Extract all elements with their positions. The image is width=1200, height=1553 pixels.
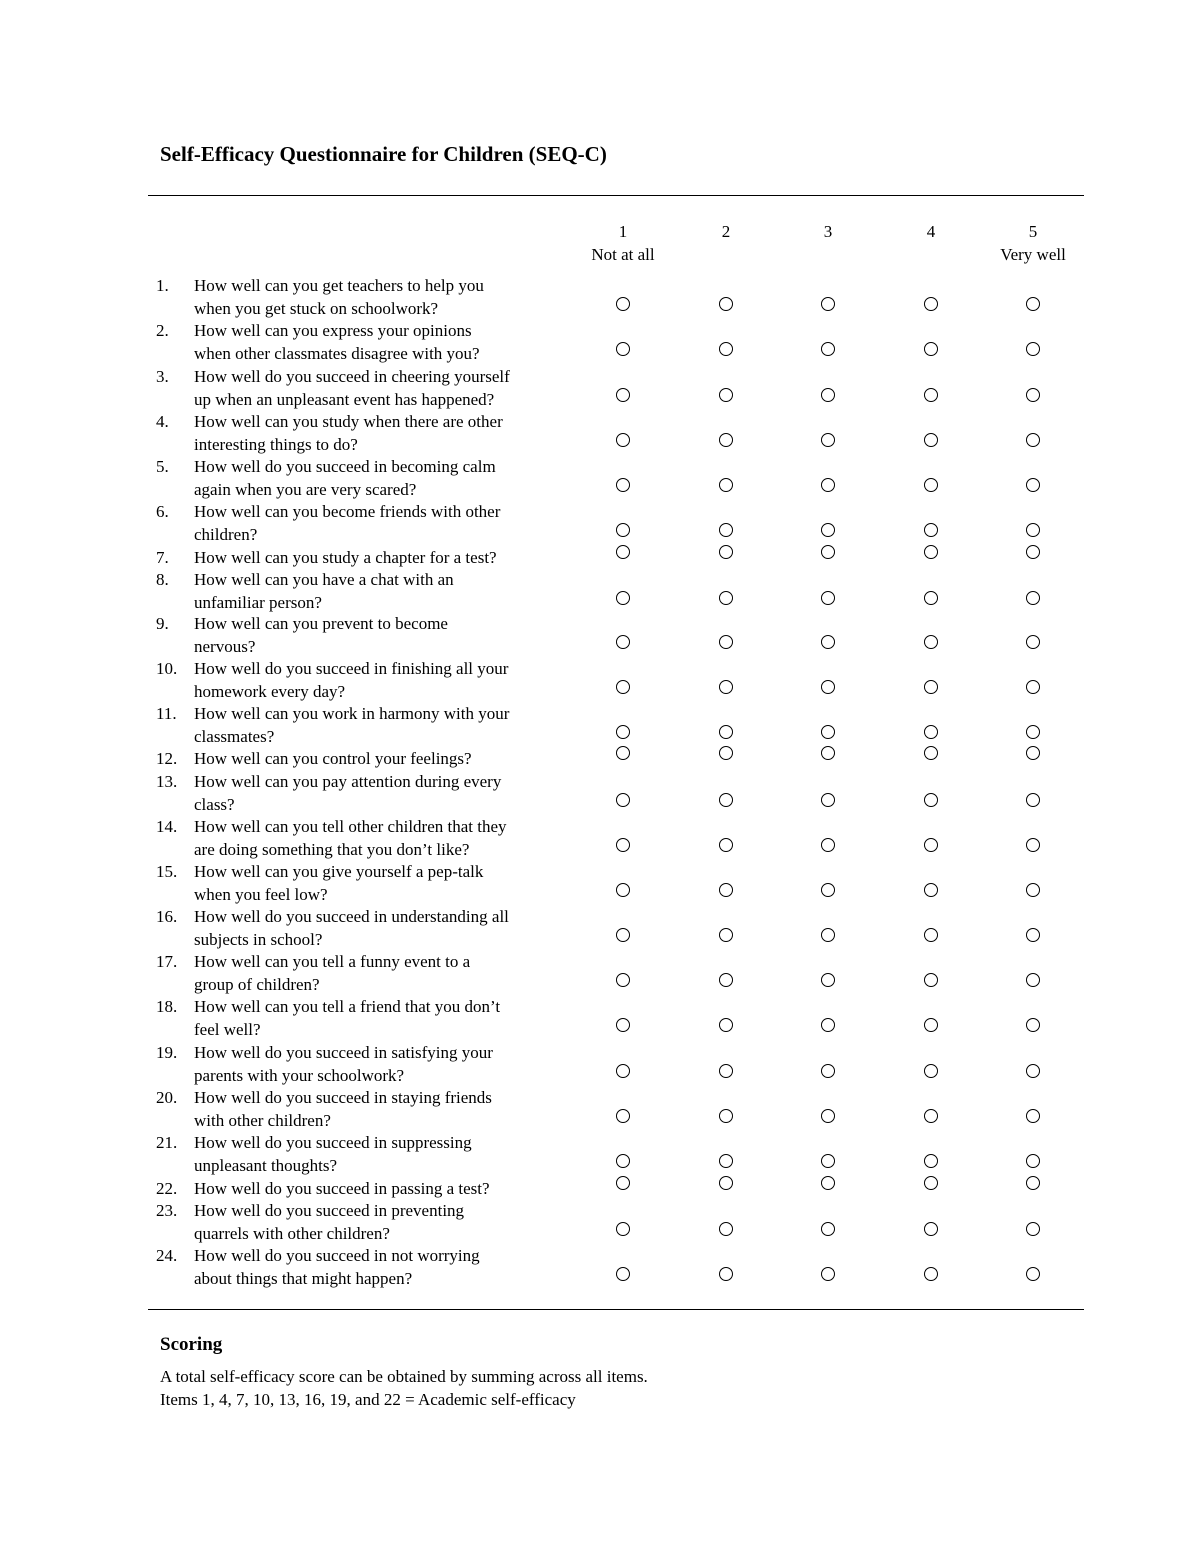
rating-radio-q22-2[interactable] [719,1176,733,1190]
question-item [156,657,576,703]
question-text-line: classmates? [194,727,275,746]
rating-radio-q18-3[interactable] [821,1018,835,1032]
rating-radio-q12-5[interactable] [1026,746,1040,760]
question-number: 2. [156,321,169,340]
question-number: 11. [156,704,177,723]
question-number: 21. [156,1133,178,1152]
rating-radio-q4-1[interactable] [616,433,630,447]
rating-radio-q18-2[interactable] [719,1018,733,1032]
rating-radio-q6-3[interactable] [821,523,835,537]
page-title: Self-Efficacy Questionnaire for Children (SEQ-C) [160,142,607,166]
rating-radio-q23-5[interactable] [1026,1222,1040,1236]
rating-radio-q5-1[interactable] [616,478,630,492]
rating-radio-q7-3[interactable] [821,545,835,559]
rating-radio-q15-1[interactable] [616,883,630,897]
rating-radio-q5-2[interactable] [719,478,733,492]
rating-radio-q11-4[interactable] [924,725,938,739]
question-text-line: How well can you have a chat with an [194,570,454,589]
rating-radio-q11-1[interactable] [616,725,630,739]
question-item [156,455,576,501]
scale-number: 1 [618,222,628,241]
rating-radio-q5-4[interactable] [924,478,938,492]
question-number: 6. [156,502,169,521]
rating-radio-q19-4[interactable] [924,1064,938,1078]
rating-radio-q24-2[interactable] [719,1267,733,1281]
question-text-line: about things that might happen? [194,1269,413,1288]
question-text-line: unpleasant thoughts? [194,1156,338,1175]
rating-radio-q6-1[interactable] [616,523,630,537]
rating-radio-q17-4[interactable] [924,973,938,987]
rating-radio-q8-1[interactable] [616,591,630,605]
rating-radio-q19-3[interactable] [821,1064,835,1078]
scale-label: Very well [1000,245,1066,264]
question-text-line: How well can you become friends with other [194,502,501,521]
rating-radio-q21-5[interactable] [1026,1154,1040,1168]
question-number: 7. [156,548,169,567]
rating-radio-q24-1[interactable] [616,1267,630,1281]
rating-radio-q20-3[interactable] [821,1109,835,1123]
question-text-line: subjects in school? [194,930,323,949]
question-text-line: How well can you prevent to become [194,614,448,633]
question-text-line: group of children? [194,975,320,994]
rating-radio-q9-1[interactable] [616,635,630,649]
rating-radio-q15-2[interactable] [719,883,733,897]
rating-radio-q24-4[interactable] [924,1267,938,1281]
rating-radio-q10-5[interactable] [1026,680,1040,694]
question-text-line: How well can you work in harmony with your [194,704,510,723]
question-item [156,319,576,365]
rating-radio-q6-2[interactable] [719,523,733,537]
rating-radio-q9-3[interactable] [821,635,835,649]
question-text [194,1244,576,1290]
question-item [156,815,576,861]
question-text-line: How well do you succeed in preventing [194,1201,465,1220]
rating-radio-q20-5[interactable] [1026,1109,1040,1123]
rating-radio-q1-1[interactable] [616,297,630,311]
rating-radio-q13-5[interactable] [1026,793,1040,807]
rating-radio-q4-2[interactable] [719,433,733,447]
rating-radio-q11-3[interactable] [821,725,835,739]
question-text-line: How well do you succeed in finishing all your [194,659,509,678]
rating-radio-q9-2[interactable] [719,635,733,649]
rating-radio-q1-5[interactable] [1026,297,1040,311]
scale-number: 5 [1028,222,1038,241]
question-text-line: How well can you tell a funny event to a [194,952,471,971]
question-item [156,612,576,658]
question-text [194,455,576,501]
rating-radio-q12-4[interactable] [924,746,938,760]
rating-radio-q21-4[interactable] [924,1154,938,1168]
question-text-line: How well do you succeed in passing a test? [194,1179,490,1198]
question-text [194,770,576,816]
question-text [194,702,576,748]
scale-label: Not at all [591,245,655,264]
question-item [156,500,576,546]
question-text [194,1199,576,1245]
question-item [156,365,576,411]
question-text-line: How well can you study when there are other [194,412,503,431]
rating-radio-q23-3[interactable] [821,1222,835,1236]
rating-radio-q14-4[interactable] [924,838,938,852]
question-number: 23. [156,1201,178,1220]
question-number: 16. [156,907,178,926]
question-text [194,815,576,861]
question-text-line: How well do you succeed in satisfying your [194,1043,493,1062]
rating-radio-q15-5[interactable] [1026,883,1040,897]
rating-radio-q7-4[interactable] [924,545,938,559]
rating-radio-q5-5[interactable] [1026,478,1040,492]
rating-radio-q13-1[interactable] [616,793,630,807]
rating-radio-q16-5[interactable] [1026,928,1040,942]
question-item [156,702,576,748]
rating-radio-q23-2[interactable] [719,1222,733,1236]
question-text-line: homework every day? [194,682,346,701]
rating-radio-q16-1[interactable] [616,928,630,942]
question-text-line: How well can you express your opinions [194,321,472,340]
question-number: 9. [156,614,169,633]
rating-radio-q21-2[interactable] [719,1154,733,1168]
rating-radio-q16-2[interactable] [719,928,733,942]
rating-radio-q17-1[interactable] [616,973,630,987]
question-text [194,410,576,456]
question-text [194,500,576,546]
top-rule [148,195,1084,196]
bottom-rule [148,1309,1084,1310]
question-text-line: How well can you study a chapter for a test? [194,548,497,567]
rating-radio-q23-1[interactable] [616,1222,630,1236]
rating-radio-q14-3[interactable] [821,838,835,852]
rating-radio-q20-1[interactable] [616,1109,630,1123]
question-number: 15. [156,862,178,881]
rating-radio-q10-3[interactable] [821,680,835,694]
question-text-line: when you get stuck on schoolwork? [194,299,439,318]
rating-radio-q5-3[interactable] [821,478,835,492]
rating-radio-q19-2[interactable] [719,1064,733,1078]
rating-radio-q19-1[interactable] [616,1064,630,1078]
rating-radio-q4-5[interactable] [1026,433,1040,447]
rating-radio-q12-2[interactable] [719,746,733,760]
rating-radio-q4-3[interactable] [821,433,835,447]
question-text [194,860,576,906]
question-text [194,365,576,411]
rating-radio-q14-2[interactable] [719,838,733,852]
question-item [156,1086,576,1132]
question-text-line: up when an unpleasant event has happened? [194,390,495,409]
question-number: 12. [156,749,178,768]
rating-radio-q2-4[interactable] [924,342,938,356]
question-text-line: nervous? [194,637,256,656]
question-number: 20. [156,1088,178,1107]
rating-radio-q1-4[interactable] [924,297,938,311]
question-text [194,747,576,770]
rating-radio-q14-5[interactable] [1026,838,1040,852]
question-number: 8. [156,570,169,589]
rating-radio-q3-3[interactable] [821,388,835,402]
rating-radio-q11-5[interactable] [1026,725,1040,739]
question-text-line: with other children? [194,1111,331,1130]
question-text-line: feel well? [194,1020,261,1039]
question-text-line: children? [194,525,258,544]
question-text [194,950,576,996]
question-item [156,1041,576,1087]
question-text-line: How well can you tell a friend that you don’t [194,997,501,1016]
rating-radio-q19-5[interactable] [1026,1064,1040,1078]
question-number: 24. [156,1246,178,1265]
question-item [156,770,576,816]
rating-radio-q6-5[interactable] [1026,523,1040,537]
rating-radio-q2-1[interactable] [616,342,630,356]
question-item [156,410,576,456]
rating-radio-q24-5[interactable] [1026,1267,1040,1281]
scale-column-1 [563,220,683,266]
question-text-line: How well do you succeed in staying friends [194,1088,492,1107]
question-text [194,546,576,569]
rating-radio-q13-3[interactable] [821,793,835,807]
scale-column-5 [973,220,1093,266]
question-text-line: quarrels with other children? [194,1224,390,1243]
question-number: 3. [156,367,169,386]
rating-radio-q22-5[interactable] [1026,1176,1040,1190]
rating-radio-q10-1[interactable] [616,680,630,694]
question-item [156,905,576,951]
rating-radio-q1-3[interactable] [821,297,835,311]
question-text-line: How well do you succeed in not worrying [194,1246,480,1265]
question-text [194,1177,576,1200]
rating-radio-q3-1[interactable] [616,388,630,402]
scale-label [768,243,888,266]
question-text-line: How well can you tell other children that they [194,817,507,836]
rating-radio-q8-5[interactable] [1026,591,1040,605]
question-number: 17. [156,952,178,971]
scale-number: 3 [823,222,833,241]
rating-radio-q4-4[interactable] [924,433,938,447]
rating-radio-q13-2[interactable] [719,793,733,807]
rating-radio-q24-3[interactable] [821,1267,835,1281]
question-text [194,612,576,658]
question-text [194,657,576,703]
question-text [194,274,576,320]
rating-radio-q15-3[interactable] [821,883,835,897]
scoring-note-1: A total self-efficacy score can be obtained by summing across all items. [160,1367,648,1386]
question-text-line: How well can you pay attention during every [194,772,502,791]
rating-radio-q18-4[interactable] [924,1018,938,1032]
question-text [194,1131,576,1177]
question-text-line: How well can you get teachers to help you [194,276,484,295]
question-number: 18. [156,997,178,1016]
rating-radio-q3-2[interactable] [719,388,733,402]
rating-radio-q10-4[interactable] [924,680,938,694]
question-text [194,1041,576,1087]
rating-radio-q7-5[interactable] [1026,545,1040,559]
rating-radio-q12-1[interactable] [616,746,630,760]
rating-radio-q22-4[interactable] [924,1176,938,1190]
rating-radio-q6-4[interactable] [924,523,938,537]
rating-radio-q2-5[interactable] [1026,342,1040,356]
rating-radio-q17-2[interactable] [719,973,733,987]
rating-radio-q23-4[interactable] [924,1222,938,1236]
question-text [194,568,576,614]
rating-radio-q11-2[interactable] [719,725,733,739]
question-item [156,995,576,1041]
question-number: 4. [156,412,169,431]
rating-radio-q13-4[interactable] [924,793,938,807]
rating-radio-q15-4[interactable] [924,883,938,897]
question-text-line: again when you are very scared? [194,480,417,499]
rating-radio-q2-3[interactable] [821,342,835,356]
rating-radio-q8-2[interactable] [719,591,733,605]
scoring-note-2: Items 1, 4, 7, 10, 13, 16, 19, and 22 = Academic self-efficacy [160,1390,576,1409]
rating-radio-q18-5[interactable] [1026,1018,1040,1032]
question-number: 14. [156,817,178,836]
rating-radio-q17-3[interactable] [821,973,835,987]
question-text-line: when you feel low? [194,885,328,904]
question-number: 5. [156,457,169,476]
question-number: 13. [156,772,178,791]
question-item [156,860,576,906]
question-text-line: How well can you give yourself a pep-talk [194,862,484,881]
rating-radio-q1-2[interactable] [719,297,733,311]
rating-radio-q22-1[interactable] [616,1176,630,1190]
question-text-line: How well do you succeed in suppressing [194,1133,472,1152]
scale-number: 4 [926,222,936,241]
question-text-line: interesting things to do? [194,435,358,454]
question-text [194,1086,576,1132]
question-text-line: parents with your schoolwork? [194,1066,405,1085]
question-item [156,568,576,614]
question-text [194,995,576,1041]
question-item [156,1244,576,1290]
question-text [194,905,576,951]
question-number: 1. [156,276,169,295]
question-text-line: How well do you succeed in cheering yourself [194,367,510,386]
rating-radio-q16-4[interactable] [924,928,938,942]
rating-radio-q3-4[interactable] [924,388,938,402]
rating-radio-q20-2[interactable] [719,1109,733,1123]
rating-radio-q21-3[interactable] [821,1154,835,1168]
question-item [156,274,576,320]
rating-radio-q9-5[interactable] [1026,635,1040,649]
question-text-line: class? [194,795,235,814]
rating-radio-q2-2[interactable] [719,342,733,356]
rating-radio-q10-2[interactable] [719,680,733,694]
rating-radio-q21-1[interactable] [616,1154,630,1168]
rating-radio-q17-5[interactable] [1026,973,1040,987]
scoring-heading: Scoring [160,1334,223,1355]
question-text-line: when other classmates disagree with you? [194,344,480,363]
rating-radio-q22-3[interactable] [821,1176,835,1190]
question-text-line: How well do you succeed in understanding all [194,907,509,926]
rating-radio-q8-3[interactable] [821,591,835,605]
rating-radio-q16-3[interactable] [821,928,835,942]
question-item [156,1131,576,1177]
question-text-line: are doing something that you don’t like? [194,840,470,859]
scale-column-3 [768,220,888,266]
rating-radio-q14-1[interactable] [616,838,630,852]
rating-radio-q7-2[interactable] [719,545,733,559]
question-text [194,319,576,365]
rating-radio-q20-4[interactable] [924,1109,938,1123]
question-text-line: How well do you succeed in becoming calm [194,457,496,476]
rating-radio-q7-1[interactable] [616,545,630,559]
question-text-line: unfamiliar person? [194,593,322,612]
rating-radio-q18-1[interactable] [616,1018,630,1032]
question-number: 22. [156,1179,178,1198]
rating-radio-q8-4[interactable] [924,591,938,605]
rating-radio-q9-4[interactable] [924,635,938,649]
question-number: 10. [156,659,178,678]
question-text-line: How well can you control your feelings? [194,749,472,768]
rating-radio-q12-3[interactable] [821,746,835,760]
question-item [156,1199,576,1245]
question-item [156,950,576,996]
scale-number: 2 [721,222,731,241]
rating-radio-q3-5[interactable] [1026,388,1040,402]
question-number: 19. [156,1043,178,1062]
